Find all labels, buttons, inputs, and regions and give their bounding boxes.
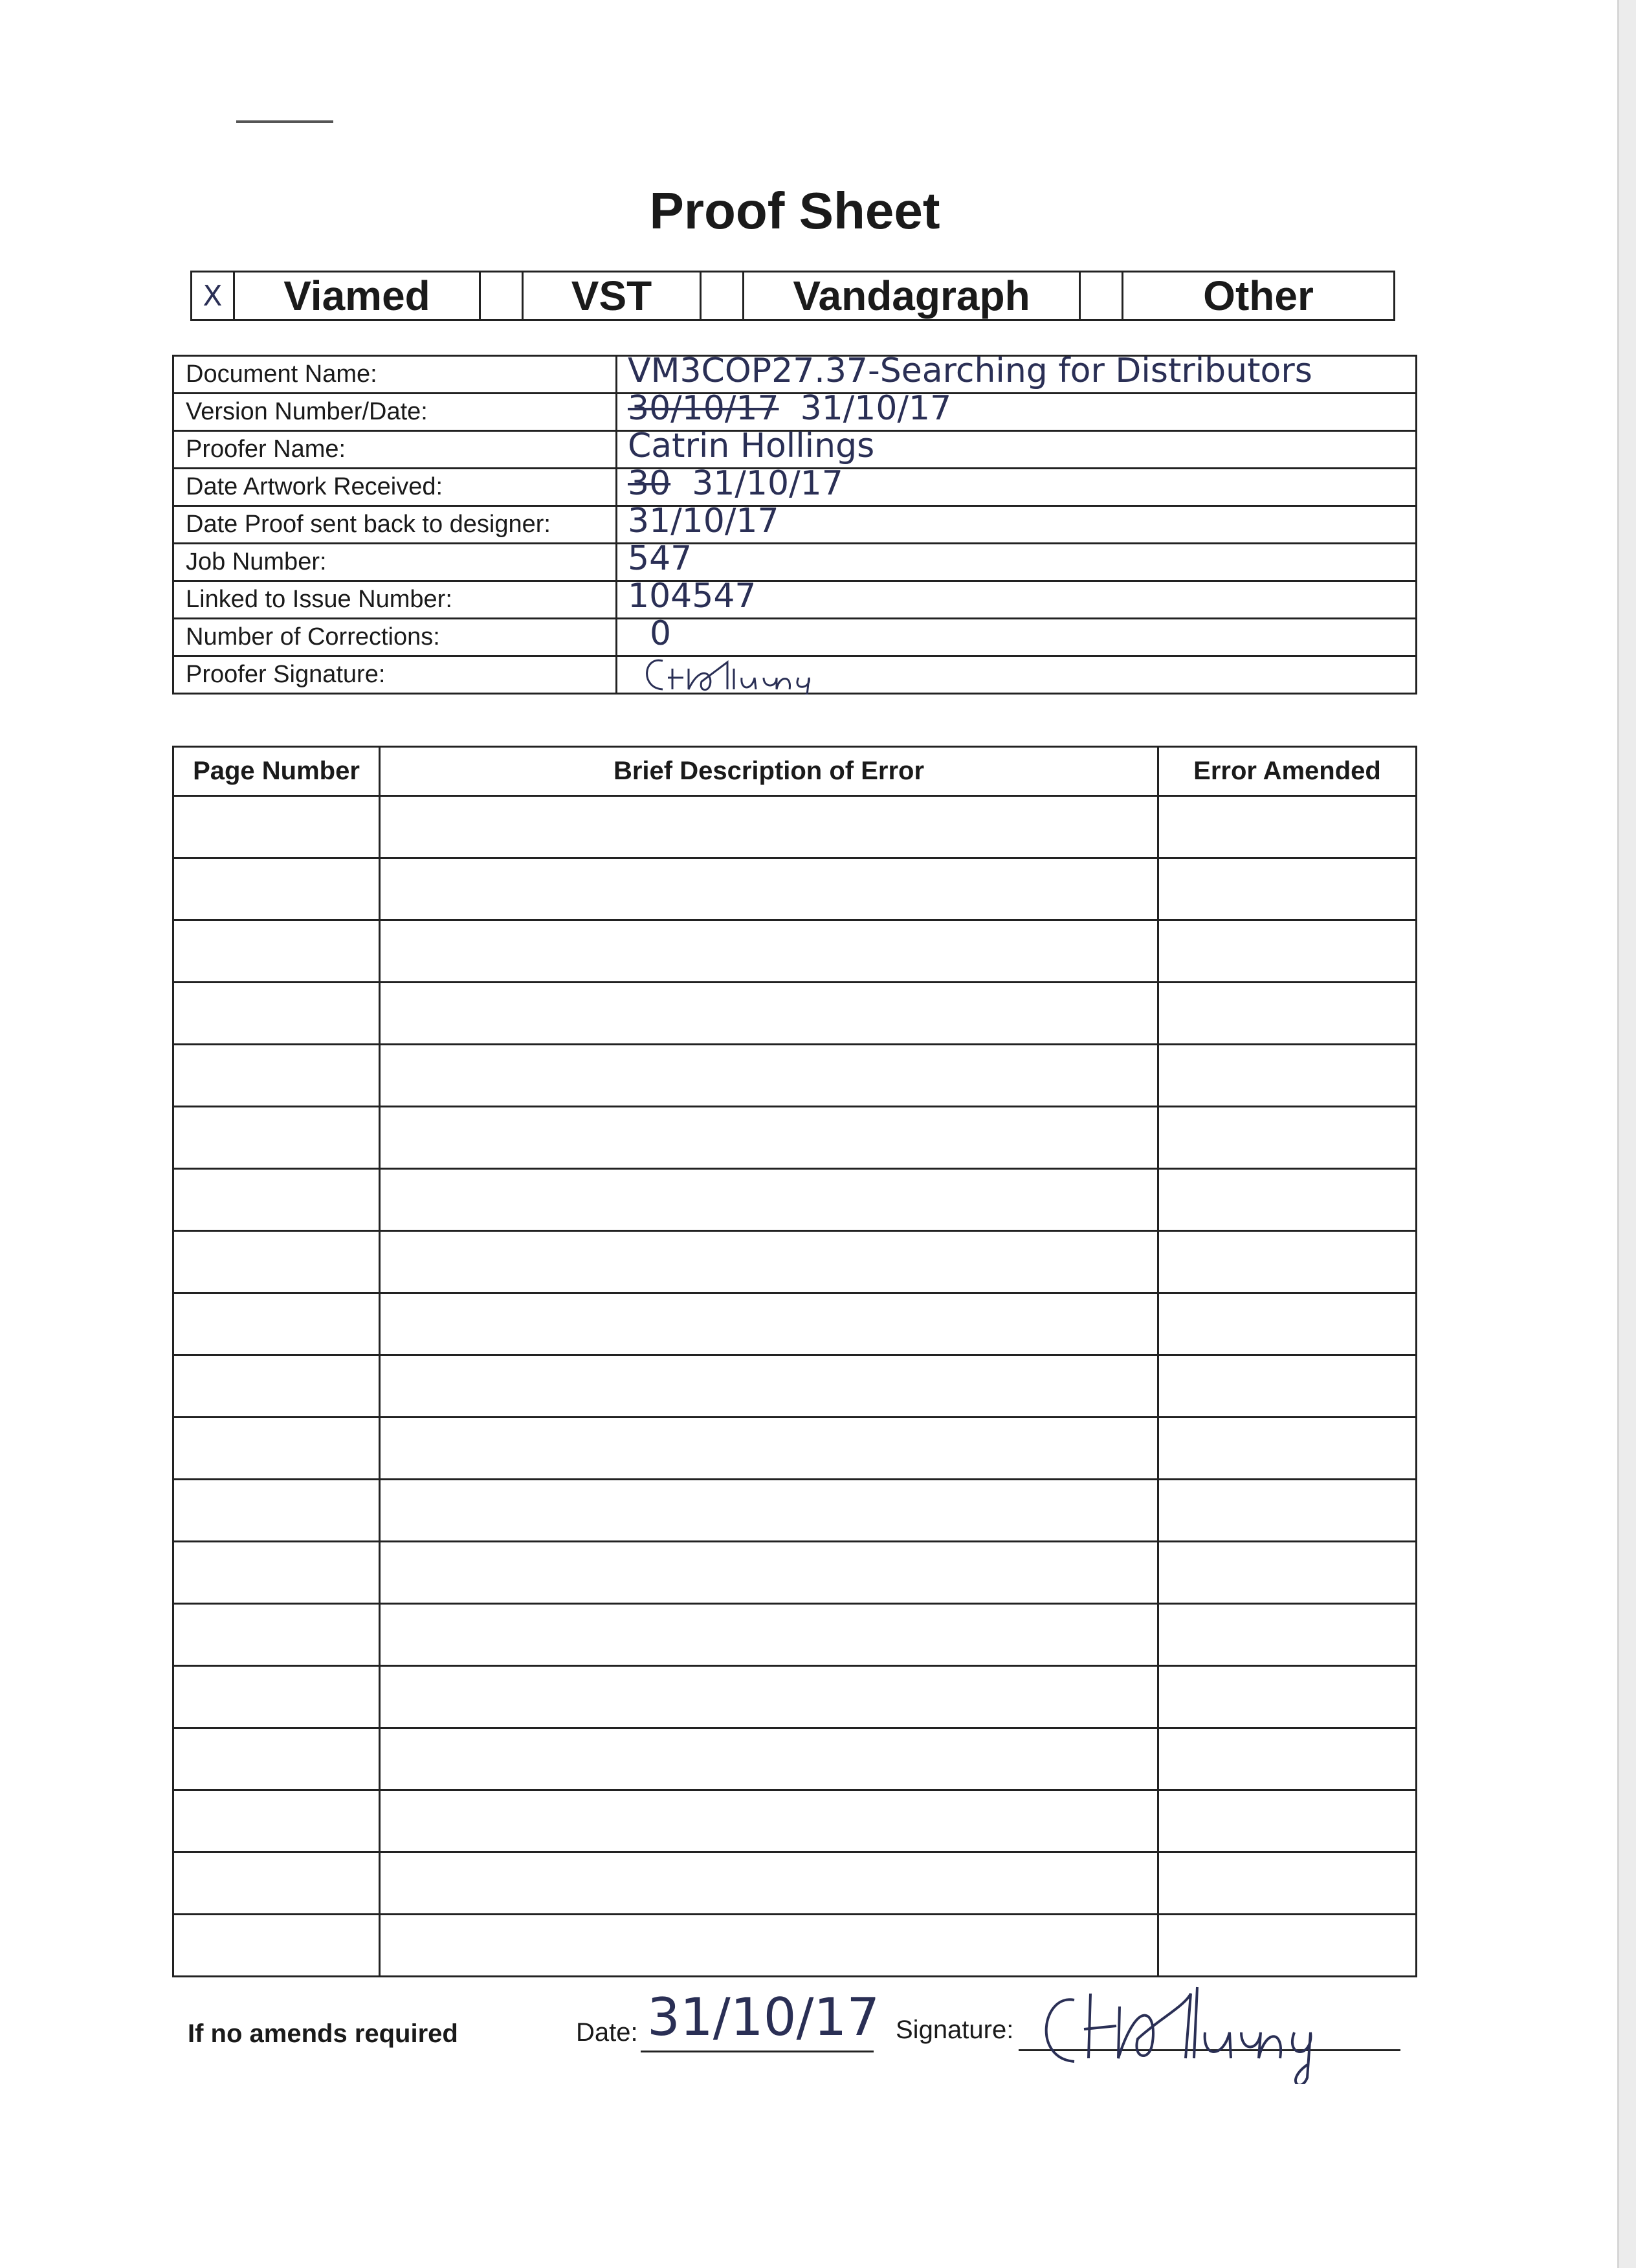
error-row: [173, 1604, 1417, 1666]
handwritten-value: Catrin Hollings: [628, 427, 875, 465]
description-cell[interactable]: [380, 858, 1158, 920]
field-label: Date Proof sent back to designer:: [173, 506, 617, 544]
error-row: [173, 1293, 1417, 1355]
field-row-version: [173, 394, 1417, 431]
company-label-vandagraph: Vandagraph: [744, 272, 1081, 319]
amended-cell[interactable]: [1158, 1045, 1417, 1107]
handwritten-value: 31/10/17: [800, 389, 952, 428]
no-amends-note: If no amends required: [188, 2019, 458, 2048]
proofer-signature-image: [637, 649, 960, 695]
error-table-header: [173, 747, 1417, 796]
error-row: [173, 983, 1417, 1045]
proof-details-table: [172, 351, 1417, 695]
handwritten-value: 31/10/17: [692, 464, 843, 503]
description-cell[interactable]: [380, 796, 1158, 858]
field-row-linked-issue: [173, 581, 1417, 619]
field-value-proofer-name[interactable]: [617, 427, 1417, 469]
page-title: Proof Sheet: [649, 182, 940, 239]
field-label: Job Number:: [173, 544, 617, 581]
description-cell[interactable]: [380, 1480, 1158, 1542]
field-label: Version Number/Date:: [173, 394, 617, 431]
struck-value: 30/10/17: [628, 389, 779, 428]
page-number-cell[interactable]: [173, 1169, 380, 1231]
field-row-proofer-name: [173, 431, 1417, 469]
field-value-artwork-received[interactable]: [617, 464, 1417, 506]
field-value-version[interactable]: [617, 389, 1417, 431]
field-row-proof-sent-back: [173, 506, 1417, 544]
amended-cell[interactable]: [1158, 1480, 1417, 1542]
description-cell[interactable]: [380, 920, 1158, 983]
stray-pen-mark: [236, 120, 333, 123]
footer-date-line: [641, 2051, 874, 2052]
amended-cell[interactable]: [1158, 1107, 1417, 1169]
field-row-signature: [173, 656, 1417, 694]
error-table-body: [173, 796, 1417, 1977]
description-cell[interactable]: [380, 1045, 1158, 1107]
amended-cell[interactable]: [1158, 796, 1417, 858]
amended-cell[interactable]: [1158, 1728, 1417, 1790]
field-label: Proofer Signature:: [173, 656, 617, 694]
checkbox-mark: X: [203, 279, 223, 313]
struck-value: 30: [628, 464, 671, 503]
page-number-cell[interactable]: [173, 1107, 380, 1169]
amended-cell[interactable]: [1158, 1355, 1417, 1418]
page-number-cell[interactable]: [173, 1480, 380, 1542]
field-label: Document Name:: [173, 356, 617, 394]
error-row: [173, 1790, 1417, 1852]
amended-cell[interactable]: [1158, 1790, 1417, 1852]
field-row-document-name: [173, 356, 1417, 394]
field-label: Number of Corrections:: [173, 619, 617, 656]
field-value-proof-sent-back[interactable]: [617, 502, 1417, 544]
page-number-cell[interactable]: [173, 1790, 380, 1852]
description-cell[interactable]: [380, 1542, 1158, 1604]
field-value-signature[interactable]: [617, 656, 1417, 694]
field-row-job-number: [173, 544, 1417, 581]
field-value-document-name[interactable]: [617, 351, 1417, 394]
field-label: Linked to Issue Number:: [173, 581, 617, 619]
company-label-other: Other: [1203, 272, 1314, 319]
amended-cell[interactable]: [1158, 983, 1417, 1045]
description-cell[interactable]: [380, 1604, 1158, 1666]
error-row: [173, 796, 1417, 858]
amended-cell[interactable]: [1158, 1231, 1417, 1293]
page-number-cell[interactable]: [173, 983, 380, 1045]
checkbox-other[interactable]: [1081, 272, 1123, 319]
error-row: [173, 1355, 1417, 1418]
error-row: [173, 920, 1417, 983]
page-number-cell[interactable]: [173, 1604, 380, 1666]
checkbox-vst[interactable]: [481, 272, 524, 319]
description-cell[interactable]: [380, 1728, 1158, 1790]
checkbox-vandagraph[interactable]: [702, 272, 744, 319]
error-row: [173, 1542, 1417, 1604]
description-cell[interactable]: [380, 1107, 1158, 1169]
page-edge: [1617, 0, 1636, 2268]
page-number-cell[interactable]: [173, 920, 380, 983]
amended-cell[interactable]: [1158, 1542, 1417, 1604]
page-number-cell[interactable]: [173, 1728, 380, 1790]
amended-cell[interactable]: [1158, 1418, 1417, 1480]
description-cell[interactable]: [380, 1666, 1158, 1728]
page-number-cell[interactable]: [173, 1915, 380, 1977]
description-cell[interactable]: [380, 1169, 1158, 1231]
error-row: [173, 1045, 1417, 1107]
error-row: [173, 1852, 1417, 1915]
footer-signature-image[interactable]: [1035, 1968, 1398, 2084]
error-row: [173, 1728, 1417, 1790]
handwritten-value: 0: [650, 614, 672, 653]
error-row: [173, 1418, 1417, 1480]
page-number-cell[interactable]: [173, 1231, 380, 1293]
amended-cell[interactable]: [1158, 1604, 1417, 1666]
company-selector: [190, 271, 1395, 321]
amended-cell[interactable]: [1158, 920, 1417, 983]
amended-cell[interactable]: [1158, 1169, 1417, 1231]
description-cell[interactable]: [380, 1852, 1158, 1915]
description-cell[interactable]: [380, 1293, 1158, 1355]
company-label-vst: VST: [524, 272, 702, 319]
error-row: [173, 1169, 1417, 1231]
description-cell[interactable]: [380, 1790, 1158, 1852]
header-page-number: Page Number: [173, 747, 380, 796]
footer-signature-label: Signature:: [896, 2016, 1014, 2044]
checkbox-viamed[interactable]: [192, 272, 235, 319]
field-value-job-number[interactable]: [617, 539, 1417, 581]
error-row: [173, 1666, 1417, 1728]
company-label-viamed: Viamed: [235, 272, 481, 319]
page-number-cell[interactable]: [173, 1293, 380, 1355]
page-number-cell[interactable]: [173, 858, 380, 920]
amended-cell[interactable]: [1158, 1666, 1417, 1728]
error-table: [172, 746, 1417, 1977]
footer-date-value[interactable]: 31/10/17: [647, 1987, 880, 2047]
page-number-cell[interactable]: [173, 1418, 380, 1480]
description-cell[interactable]: [380, 1231, 1158, 1293]
page-number-cell[interactable]: [173, 796, 380, 858]
error-row: [173, 858, 1417, 920]
amended-cell[interactable]: [1158, 1852, 1417, 1915]
handwritten-value: 31/10/17: [628, 502, 779, 540]
header-description: Brief Description of Error: [380, 747, 1158, 796]
error-row: [173, 1107, 1417, 1169]
amended-cell[interactable]: [1158, 1293, 1417, 1355]
handwritten-value: VM3COP27.37-Searching for Distributors: [628, 351, 1312, 390]
handwritten-value: 104547: [628, 577, 757, 616]
field-row-artwork-received: [173, 469, 1417, 506]
field-value-linked-issue[interactable]: [617, 577, 1417, 619]
header-error-amended: Error Amended: [1158, 747, 1417, 796]
page-number-cell[interactable]: [173, 1666, 380, 1728]
page-number-cell[interactable]: [173, 1045, 380, 1107]
page-number-cell[interactable]: [173, 1542, 380, 1604]
description-cell[interactable]: [380, 983, 1158, 1045]
field-label: Date Artwork Received:: [173, 469, 617, 506]
footer-date-label: Date:: [576, 2018, 638, 2047]
page-number-cell[interactable]: [173, 1355, 380, 1418]
description-cell[interactable]: [380, 1355, 1158, 1418]
page-number-cell[interactable]: [173, 1852, 380, 1915]
error-row: [173, 1480, 1417, 1542]
error-row: [173, 1231, 1417, 1293]
description-cell[interactable]: [380, 1418, 1158, 1480]
handwritten-value: 547: [628, 539, 692, 578]
amended-cell[interactable]: [1158, 858, 1417, 920]
field-label: Proofer Name:: [173, 431, 617, 469]
